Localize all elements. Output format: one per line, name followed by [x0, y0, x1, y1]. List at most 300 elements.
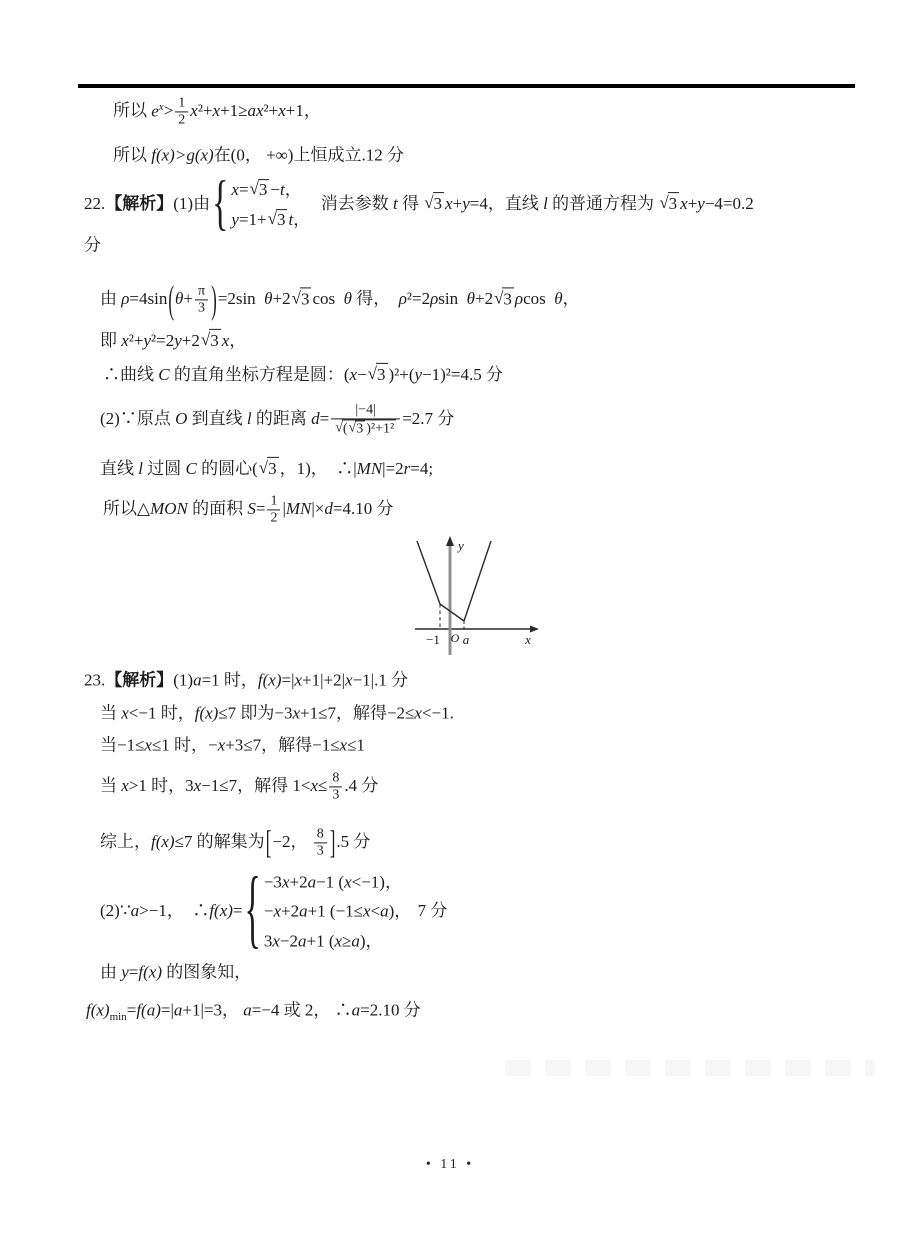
math-run: ax — [247, 100, 264, 120]
case-row — [231, 210, 310, 231]
math-run: x — [121, 330, 129, 350]
case-row — [264, 902, 411, 922]
math-run: S — [247, 498, 256, 518]
text-run: =−4 或 2， ∴ — [251, 1000, 352, 1020]
radicand — [209, 329, 221, 351]
text-run: −3 — [263, 872, 282, 892]
fraction — [267, 493, 280, 526]
line-curve-c — [103, 363, 503, 385]
fraction — [314, 826, 327, 859]
math-run: y — [231, 210, 239, 230]
text-run: .5 分 — [336, 831, 371, 851]
text-run: + — [452, 193, 463, 213]
text-run: 3 — [198, 300, 206, 316]
line-case-x-lt-neg1 — [100, 702, 454, 723]
big-delimiter: [ — [265, 824, 272, 861]
text-run: +1|+2| — [302, 670, 346, 690]
radicand — [668, 192, 680, 214]
text-run: = — [238, 180, 249, 200]
case-row — [264, 872, 411, 892]
text-run: 过圆 — [142, 458, 186, 478]
text-run: 即 — [100, 330, 122, 350]
text-run: ， — [293, 210, 311, 230]
text-run: ≤1 时，− — [151, 735, 218, 755]
line-conclusion-12pts — [113, 144, 404, 165]
text-run: (1)由 — [173, 193, 211, 213]
fraction — [175, 95, 188, 128]
text-run: −1 ( — [316, 872, 345, 892]
math-run: x — [339, 735, 348, 755]
denominator — [329, 788, 342, 804]
text-run: |=2 — [382, 458, 404, 478]
numerator — [314, 826, 327, 843]
radical — [335, 420, 396, 438]
text-run: )， — [388, 901, 412, 921]
line-area-mon — [103, 493, 393, 526]
line-23-part2-piecewise — [100, 861, 448, 959]
math-run: ρ — [514, 288, 524, 308]
text-run: =4sin — [129, 288, 168, 308]
text-run: =2.10 分 — [360, 1000, 421, 1020]
text-run: )²+1² — [366, 421, 395, 437]
text-run: 3 — [276, 210, 286, 230]
numerator — [195, 283, 208, 300]
text-run: >1 时，3 — [128, 775, 194, 795]
math-run: x — [310, 775, 318, 795]
radicand — [433, 192, 445, 214]
text-run: +1≥ — [220, 100, 248, 120]
text-run: (1) — [173, 670, 194, 690]
math-run: ρ — [430, 288, 439, 308]
label-a: a — [462, 632, 470, 647]
radical — [424, 192, 444, 214]
text-run: ≤ — [318, 775, 328, 795]
sup-base: e — [151, 100, 159, 120]
math-run: f(x) — [138, 962, 162, 982]
text-run: 得 — [397, 193, 424, 213]
math-run: d — [311, 408, 320, 428]
text-run: 由 — [100, 962, 122, 982]
text-run: ，直线 — [487, 193, 544, 213]
text-run: 的直角坐标方程是圆：( — [169, 364, 350, 384]
text-run: 的距离 — [251, 408, 312, 428]
math-run: r — [403, 458, 411, 478]
math-run: y — [143, 330, 152, 350]
math-run: y — [414, 364, 423, 384]
line-22-part1 — [84, 170, 754, 237]
text-run: 3 — [503, 288, 512, 308]
math-run: a — [130, 900, 140, 920]
math-run: f(a) — [136, 1000, 161, 1020]
denominator — [195, 301, 208, 317]
math-run: C — [158, 364, 170, 384]
text-run: < — [370, 901, 381, 921]
line-fen — [84, 234, 101, 255]
text-run: |−4| — [355, 402, 376, 418]
piecewise-cases — [244, 861, 412, 959]
text-run: 的普通方程为 — [547, 193, 659, 213]
header-rule — [78, 84, 855, 88]
text-run: )²+( — [388, 364, 415, 384]
math-run: t — [288, 210, 294, 230]
math-run: x — [294, 670, 303, 690]
radical — [250, 179, 270, 200]
radical-sign-icon: √ — [249, 179, 259, 199]
line-case-mid — [100, 734, 365, 755]
line-22-part2-distance — [100, 402, 454, 437]
radicand — [342, 420, 396, 438]
math-run: a — [307, 872, 317, 892]
text-run: 3 — [258, 180, 268, 200]
text-run: sin — [438, 288, 467, 308]
radical — [268, 210, 288, 231]
text-run: ²=2 — [151, 330, 175, 350]
text-run: 23. — [84, 670, 106, 690]
text-run: = — [126, 1000, 137, 1020]
math-run: f(x) — [194, 703, 219, 723]
line-line-through-center — [100, 457, 433, 479]
text-run: 到直线 — [187, 408, 247, 428]
text-run: 的圆心( — [196, 458, 258, 478]
math-run: y — [121, 962, 129, 982]
numerator — [175, 95, 188, 112]
text-run: |× — [311, 498, 325, 518]
text-run: +3≤7，解得−1≤ — [225, 735, 340, 755]
fraction — [195, 283, 208, 316]
radical — [292, 287, 312, 309]
radical-sign-icon: √ — [424, 192, 434, 212]
line-min-value — [86, 999, 421, 1024]
text-run: = — [232, 900, 243, 920]
math-run: t — [392, 193, 398, 213]
math-run: a — [243, 1000, 252, 1020]
radical-sign-icon: √ — [267, 209, 277, 229]
radical — [349, 421, 366, 438]
math-run: x — [121, 775, 129, 795]
x-axis-arrow-icon — [530, 626, 539, 633]
text-run: = — [255, 498, 266, 518]
text-run: π — [197, 283, 206, 299]
text-run: ≤1 — [347, 735, 365, 755]
left-brace-icon: { — [244, 861, 261, 959]
text-run: +1 (−1≤ — [307, 901, 363, 921]
text-run: ， — [284, 180, 302, 200]
math-run: a — [193, 670, 202, 690]
text-run: 1 — [270, 493, 278, 509]
text-run: 【解析】 — [105, 193, 174, 213]
math-run: x — [349, 364, 358, 384]
text-run: (2)∵ — [100, 900, 131, 920]
text-run: 3 — [332, 787, 340, 803]
text-run: > — [163, 100, 174, 120]
text-run: 分 — [84, 235, 101, 255]
math-run: x — [272, 931, 280, 951]
label-minus1: −1 — [426, 632, 440, 647]
text-run: = — [319, 408, 330, 428]
math-run: x — [121, 703, 129, 723]
text-run: 3 — [268, 458, 277, 478]
radicand — [300, 287, 312, 309]
math-run: θ — [554, 288, 563, 308]
big-delimiter: ) — [211, 277, 217, 322]
radical-sign-icon: √ — [291, 287, 301, 307]
math-run: a — [299, 901, 308, 921]
text-run: −1)²=4.5 分 — [422, 364, 503, 384]
math-run: x — [414, 703, 422, 723]
radical — [494, 287, 514, 309]
faint-watermark — [505, 1060, 875, 1076]
text-run: 由 — [100, 288, 122, 308]
math-run: MN — [356, 458, 383, 478]
text-run: +2 — [289, 872, 308, 892]
radical-sign-icon: √ — [494, 287, 504, 307]
math-run: a — [380, 901, 389, 921]
text-run: 3 — [210, 330, 219, 350]
subscript: min — [109, 1010, 127, 1023]
numerator — [331, 402, 400, 419]
text-run: 【解析】 — [105, 670, 174, 690]
text-run: 消去参数 — [312, 193, 393, 213]
math-run: C — [185, 458, 197, 478]
denominator — [331, 420, 400, 438]
text-run: 在(0， +∞)上恒成立.12 分 — [213, 145, 404, 165]
text-run: 所以 — [113, 100, 152, 120]
text-run: 7 分 — [413, 900, 448, 920]
text-run: =4.10 分 — [332, 498, 394, 518]
text-run: 的图象知， — [161, 962, 252, 982]
math-run: a — [173, 1000, 183, 1020]
text-run: 3 — [668, 193, 678, 213]
math-run: y — [174, 330, 182, 350]
math-run: f(x) — [257, 670, 282, 690]
math-run: l — [246, 408, 252, 428]
text-run: 3 — [316, 843, 324, 859]
math-run: y — [462, 193, 470, 213]
text-run: .4 分 — [344, 775, 379, 795]
math-run: O — [175, 408, 188, 428]
radical-sign-icon: √ — [200, 329, 211, 349]
radical-sign-icon: √ — [367, 363, 377, 383]
math-run: d — [324, 498, 333, 518]
text-run: ，1)， ∴| — [279, 458, 357, 478]
text-run: −1≤7，解得 1< — [201, 775, 311, 795]
text-run: = — [128, 962, 139, 982]
text-run: ( — [342, 421, 348, 437]
text-run: ²+ — [263, 100, 279, 120]
case-row — [264, 931, 411, 951]
math-run: θ — [175, 288, 184, 308]
math-run: θ — [343, 288, 352, 308]
text-run: + — [687, 193, 698, 213]
text-run: 3 — [300, 288, 310, 308]
text-run: + — [183, 288, 193, 308]
line-exp-inequality — [113, 95, 321, 128]
text-run: − — [270, 180, 280, 200]
text-run: −2， — [272, 831, 312, 851]
math-run: f(x) — [209, 900, 233, 920]
math-run: x — [193, 775, 202, 795]
radicand — [502, 287, 514, 309]
math-run: x — [190, 100, 198, 120]
text-run: 当 — [100, 775, 122, 795]
denominator — [314, 844, 327, 860]
superscript — [151, 101, 163, 120]
text-run: 1 — [178, 95, 186, 111]
text-run: =2.7 分 — [402, 408, 455, 428]
text-run: 所以 — [113, 145, 152, 165]
math-run: f(x)>g(x) — [151, 145, 214, 165]
text-run: +1≤7，解得−2≤ — [300, 703, 415, 723]
text-run: ²=2 — [406, 288, 431, 308]
math-run: x — [344, 872, 352, 892]
math-run: a — [351, 1000, 361, 1020]
math-run: x — [445, 193, 453, 213]
text-run: <−1. — [421, 703, 454, 723]
radical — [201, 329, 221, 351]
radicand — [355, 421, 365, 438]
fraction — [329, 770, 342, 803]
label-x-axis: x — [525, 632, 531, 647]
math-run: ρ — [398, 288, 407, 308]
text-run: )， — [359, 931, 383, 951]
left-brace-icon: { — [212, 170, 229, 237]
math-run: x — [292, 703, 301, 723]
math-run: l — [138, 458, 143, 478]
math-run: MN — [285, 498, 312, 518]
text-run: −1|.1 分 — [352, 670, 409, 690]
text-run: ， — [229, 330, 247, 350]
text-run: +1 ( — [306, 931, 335, 951]
fraction — [331, 402, 400, 437]
math-run: x — [144, 735, 152, 755]
text-run: 3 — [433, 193, 443, 213]
text-run: −4=0.2 — [704, 193, 754, 213]
math-run: x — [278, 100, 286, 120]
text-run: 得， — [352, 288, 399, 308]
text-run: 直线 — [100, 458, 139, 478]
text-run: 所以△ — [103, 498, 151, 518]
text-run: 22. — [84, 193, 106, 213]
text-run: (2)∵原点 — [100, 408, 176, 428]
text-run: cos — [312, 288, 344, 308]
text-run: 综上， — [100, 831, 151, 851]
radicand — [267, 457, 279, 479]
math-run: a — [297, 931, 307, 951]
text-run: 当 — [100, 703, 122, 723]
text-run: =| — [281, 670, 295, 690]
math-run: x — [212, 100, 221, 120]
text-run: −2 — [279, 931, 298, 951]
math-run: x — [221, 330, 230, 350]
text-run: =1 时， — [201, 670, 258, 690]
big-delimiter: ] — [329, 824, 336, 861]
text-run: 2 — [178, 112, 186, 128]
label-y-axis: y — [458, 538, 464, 553]
text-run: ²+ — [128, 330, 144, 350]
text-run: 2 — [270, 510, 278, 526]
text-run: 3 — [263, 931, 273, 951]
text-run: 的面积 — [187, 498, 248, 518]
text-run: ， — [562, 288, 580, 308]
radical-sign-icon: √ — [335, 420, 343, 436]
text-run: =1+ — [238, 210, 267, 230]
line-polar-eq — [100, 277, 580, 322]
text-run: 当−1≤ — [100, 735, 145, 755]
text-run: ∴曲线 — [103, 364, 159, 384]
math-run: x — [217, 735, 226, 755]
cases-rows — [264, 872, 411, 951]
text-run: +2 — [272, 288, 291, 308]
page-number: • 11 • — [425, 1157, 475, 1172]
radical-sign-icon: √ — [258, 457, 269, 477]
text-run: ≤7 即为−3 — [218, 703, 293, 723]
line-graph-note — [100, 961, 251, 982]
text-run: +1， — [285, 100, 321, 120]
radical — [368, 363, 388, 385]
math-run: ρ — [121, 288, 130, 308]
text-run: >−1， ∴ — [139, 900, 210, 920]
radicand — [258, 179, 270, 200]
text-run: <−1 时， — [128, 703, 195, 723]
math-run: a — [351, 931, 360, 951]
math-run: θ — [264, 288, 273, 308]
text-run: − — [263, 901, 274, 921]
math-run: x — [273, 901, 281, 921]
text-run: 3 — [356, 421, 364, 437]
sup-exponent: x — [158, 100, 164, 113]
text-run: cos — [523, 288, 555, 308]
line-case-x-gt-1 — [100, 770, 378, 803]
piecewise-graph-curve — [417, 541, 491, 621]
text-run: | — [282, 498, 286, 518]
line-solution-set — [100, 826, 370, 859]
math-run: t — [279, 180, 285, 200]
label-origin: O — [450, 631, 460, 645]
text-run: +1|=3， — [182, 1000, 244, 1020]
math-run: x — [231, 180, 239, 200]
radicand — [276, 210, 288, 231]
text-run: =2sin — [217, 288, 265, 308]
math-run: θ — [466, 288, 475, 308]
math-run: f(x) — [151, 831, 175, 851]
text-run: +2 — [181, 330, 200, 350]
text-run: =4; — [410, 458, 434, 478]
math-run: x — [334, 931, 343, 951]
text-run: ≤7 的解集为 — [174, 831, 265, 851]
math-run: x — [281, 872, 290, 892]
math-run: y — [697, 193, 705, 213]
text-run: − — [357, 364, 367, 384]
big-delimiter: ( — [168, 277, 175, 322]
line-23-part1 — [84, 669, 408, 690]
text-run: +2 — [474, 288, 494, 308]
radical — [659, 192, 679, 214]
text-run: 8 — [316, 826, 324, 842]
math-run: f(x) — [86, 1000, 110, 1020]
figure-22-graph — [402, 533, 552, 658]
denominator — [175, 113, 188, 129]
numerator — [267, 493, 280, 510]
case-row — [231, 179, 310, 200]
radicand — [376, 363, 388, 385]
radical — [259, 457, 279, 479]
text-run: +2 — [280, 901, 300, 921]
math-run: x — [363, 901, 371, 921]
text-run: 8 — [332, 770, 340, 786]
piecewise-cases — [212, 170, 311, 237]
denominator — [267, 511, 280, 527]
text-run: ≥ — [342, 931, 352, 951]
